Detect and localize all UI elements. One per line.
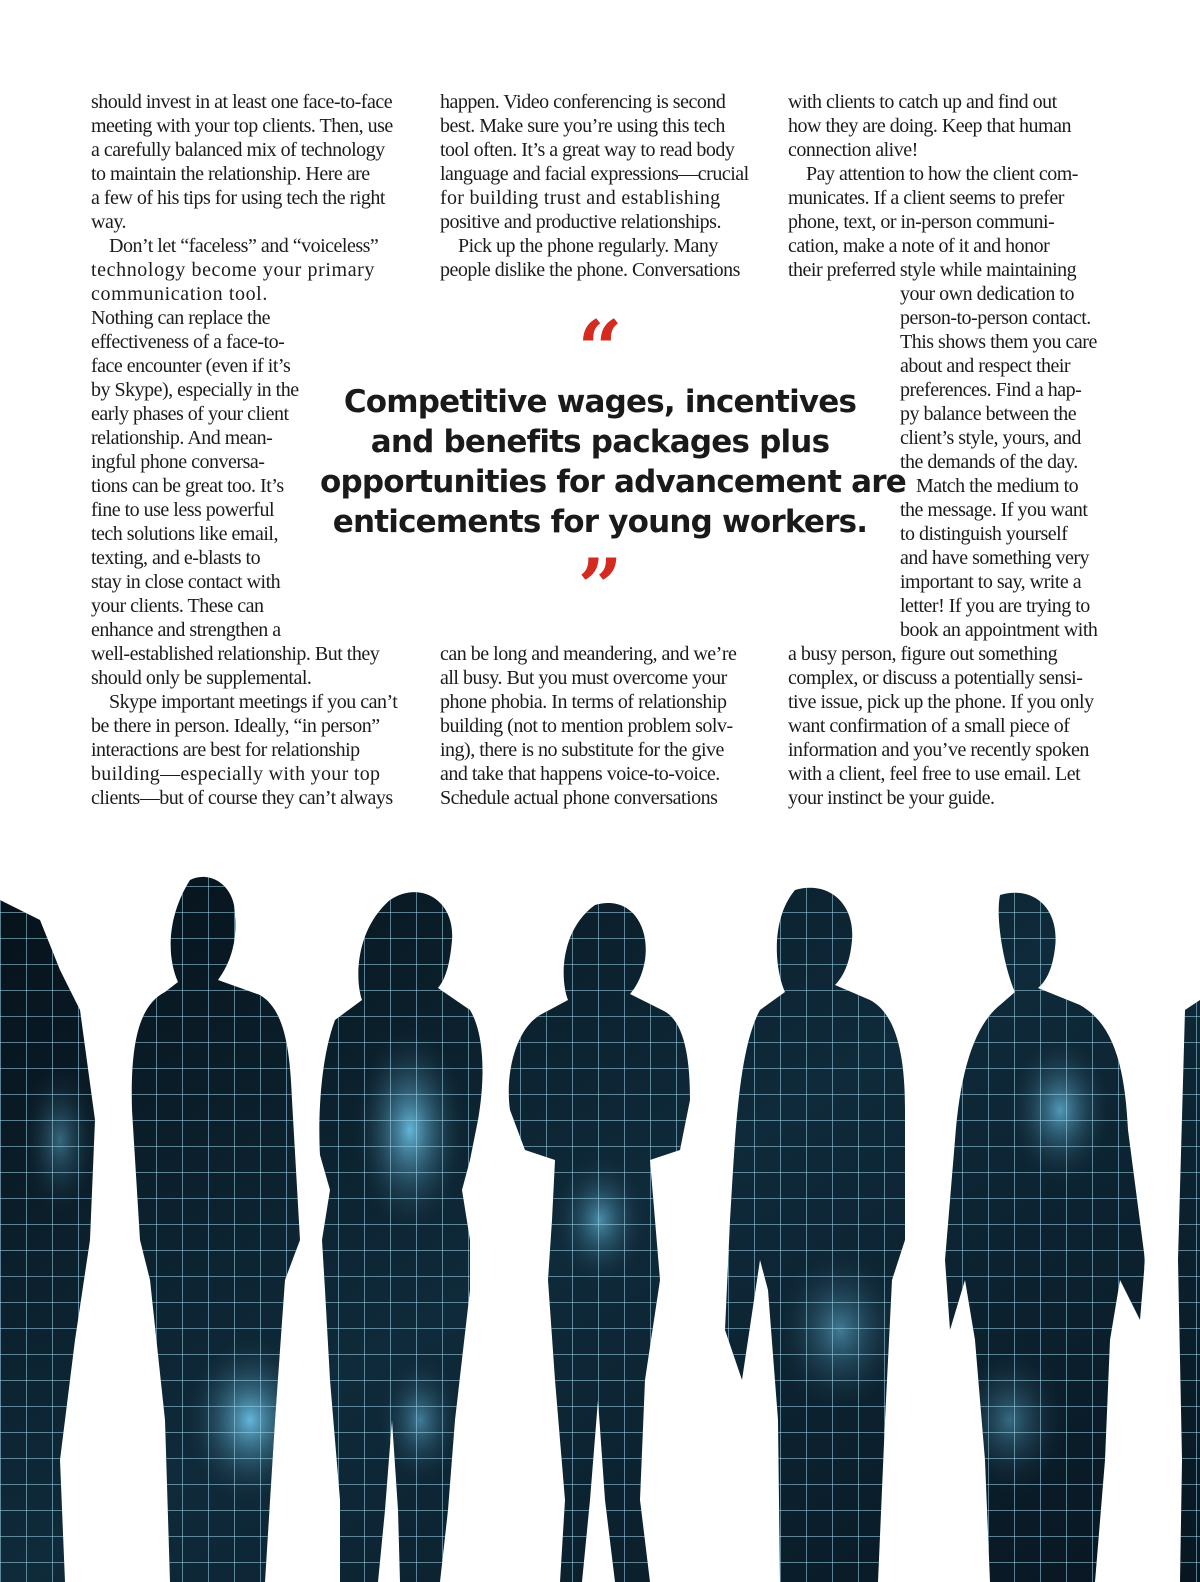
text-line: a carefully balanced mix of technology <box>91 139 385 161</box>
text-line: building—especially with your top <box>91 763 381 785</box>
open-quote-mark: “ <box>577 304 623 395</box>
text-line: a busy person, figure out something <box>788 643 1058 665</box>
pull-quote-line: Competitive wages, incentives <box>343 384 857 420</box>
close-quote-mark: ” <box>577 542 623 633</box>
text-line: preferences. Find a hap- <box>900 379 1082 401</box>
business-people-silhouettes-grid-icon <box>0 860 1200 1582</box>
text-line: language and facial expressions—crucial <box>440 163 749 185</box>
text-line: happen. Video conferencing is second <box>440 91 726 113</box>
text-line: their preferred style while maintaining <box>788 259 1077 281</box>
text-line: can be long and meandering, and we’re <box>440 643 737 665</box>
text-line: all busy. But you must overcome your <box>440 667 727 689</box>
text-line: clients—but of course they can’t always <box>91 787 393 809</box>
pull-quote-line: opportunities for advancement are <box>320 464 906 500</box>
text-line: stay in close contact with <box>91 571 281 593</box>
text-line: a few of his tips for using tech the right <box>91 187 385 209</box>
pull-quote-line: enticements for young workers. <box>332 504 868 540</box>
text-line: your instinct be your guide. <box>788 787 995 809</box>
text-line: phone, text, or in-person communi- <box>788 211 1055 233</box>
text-line: with a client, feel free to use email. Let <box>788 763 1081 785</box>
text-line: Pick up the phone regularly. Many <box>458 235 718 257</box>
text-line: early phases of your client <box>91 403 289 425</box>
text-line: tive issue, pick up the phone. If you only <box>788 691 1094 713</box>
text-line: tech solutions like email, <box>91 523 278 545</box>
text-line: texting, and e-blasts to <box>91 547 261 569</box>
pull-quote-text <box>320 382 906 542</box>
text-line: Don’t let “faceless” and “voiceless” <box>109 235 379 257</box>
text-line: book an appointment with <box>900 619 1098 641</box>
text-line: tool often. It’s a great way to read body <box>440 139 735 161</box>
text-line: how they are doing. Keep that human <box>788 115 1071 137</box>
pull-quote-line: and benefits packages plus <box>370 424 830 460</box>
text-line: Match the medium to <box>916 475 1079 497</box>
text-line: about and respect their <box>900 355 1071 377</box>
text-line: want confirmation of a small piece of <box>788 715 1070 737</box>
text-line: interactions are best for relationship <box>91 739 360 761</box>
text-line: best. Make sure you’re using this tech <box>440 115 725 137</box>
text-line: to maintain the relationship. Here are <box>91 163 370 185</box>
text-line: should invest in at least one face-to-face <box>91 91 393 113</box>
text-line: ing), there is no substitute for the give <box>440 739 724 761</box>
text-line: municates. If a client seems to prefer <box>788 187 1064 209</box>
text-line: information and you’ve recently spoken <box>788 739 1089 761</box>
text-line: building (not to mention problem solv- <box>440 715 733 737</box>
text-line: Nothing can replace the <box>91 307 270 329</box>
text-line: cation, make a note of it and honor <box>788 235 1050 257</box>
text-line: py balance between the <box>900 403 1077 425</box>
text-line: complex, or discuss a potentially sensi- <box>788 667 1083 689</box>
pull-quote <box>320 304 906 633</box>
text-line: people dislike the phone. Conversations <box>440 259 740 281</box>
text-line: for building trust and establishing <box>440 187 721 209</box>
text-line: meeting with your top clients. Then, use <box>91 115 393 137</box>
text-line: ingful phone conversa- <box>91 451 265 473</box>
text-line: way. <box>91 211 127 233</box>
text-line: Schedule actual phone conversations <box>440 787 718 809</box>
text-line: important to say, write a <box>900 571 1082 593</box>
text-line: positive and productive relationships. <box>440 211 721 233</box>
text-line: Skype important meetings if you can’t <box>109 691 398 713</box>
text-line: connection alive! <box>788 139 918 161</box>
text-line: your clients. These can <box>91 595 264 617</box>
text-line: communication tool. <box>91 283 268 305</box>
text-line: person-to-person contact. <box>900 307 1091 329</box>
text-line: well-established relationship. But they <box>91 643 380 665</box>
text-line: should only be supplemental. <box>91 667 312 689</box>
text-line: phone phobia. In terms of relationship <box>440 691 727 713</box>
text-line: client’s style, yours, and <box>900 427 1081 449</box>
text-line: be there in person. Ideally, “in person” <box>91 715 380 737</box>
text-line: technology become your primary <box>91 259 376 281</box>
text-line: and take that happens voice-to-voice. <box>440 763 720 785</box>
text-line: This shows them you care <box>900 331 1097 353</box>
text-line: your own dedication to <box>900 283 1074 305</box>
text-line: effectiveness of a face-to- <box>91 331 285 353</box>
text-line: to distinguish yourself <box>900 523 1068 545</box>
text-line: face encounter (even if it’s <box>91 355 291 377</box>
text-line: Pay attention to how the client com- <box>806 163 1078 185</box>
text-line: tions can be great too. It’s <box>91 475 284 497</box>
text-line: with clients to catch up and find out <box>788 91 1057 113</box>
text-line: enhance and strengthen a <box>91 619 281 641</box>
text-line: and have something very <box>900 547 1089 569</box>
text-line: by Skype), especially in the <box>91 379 299 401</box>
text-line: fine to use less powerful <box>91 499 275 521</box>
text-line: the message. If you want <box>900 499 1088 521</box>
text-line: letter! If you are trying to <box>900 595 1090 617</box>
text-line: relationship. And mean- <box>91 427 273 449</box>
text-line: the demands of the day. <box>900 451 1078 473</box>
